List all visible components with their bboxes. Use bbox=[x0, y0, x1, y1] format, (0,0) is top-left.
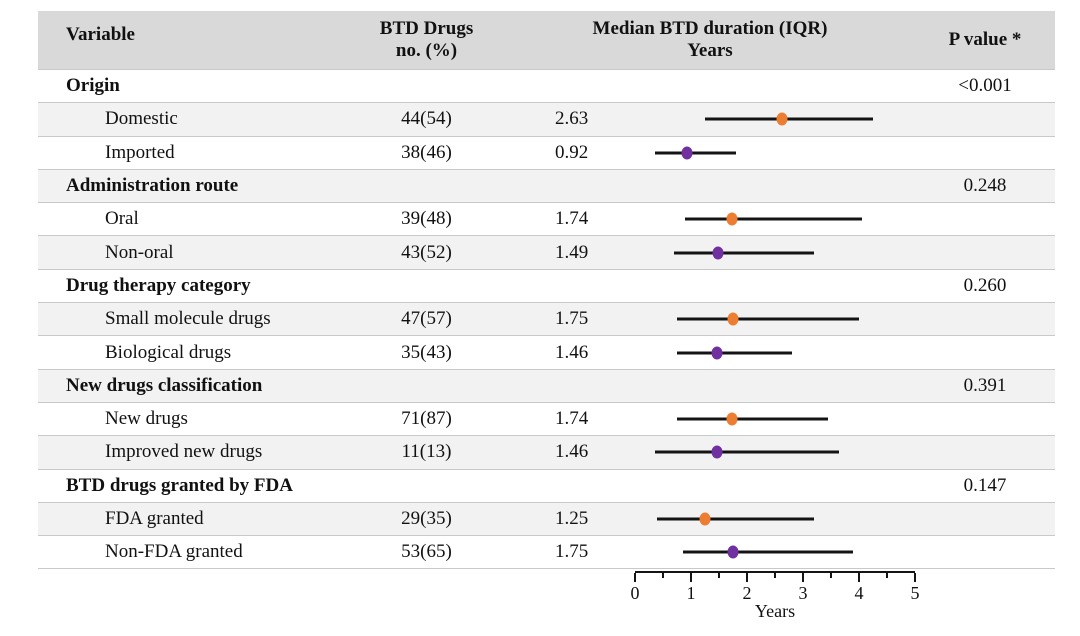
header-variable: Variable bbox=[66, 24, 135, 45]
pvalue-cell: 0.260 bbox=[963, 274, 1007, 296]
axis-area bbox=[38, 569, 1055, 633]
plot-cell bbox=[635, 503, 915, 535]
median-dot bbox=[711, 346, 722, 359]
axis-tick-label: 0 bbox=[630, 583, 640, 604]
pvalue-cell: 0.248 bbox=[963, 175, 1007, 197]
table-rows bbox=[38, 70, 1055, 569]
iqr-whisker bbox=[657, 518, 814, 521]
axis-major-tick bbox=[858, 573, 860, 582]
median-cell: 1.75 bbox=[555, 541, 589, 563]
axis-tick-label: 1 bbox=[686, 583, 696, 604]
item-row bbox=[38, 503, 1055, 536]
section-label: BTD drugs granted by FDA bbox=[66, 474, 293, 496]
header-btd-drugs-line2: no. (%) bbox=[395, 40, 458, 61]
iqr-whisker bbox=[677, 351, 792, 354]
item-label: Non-FDA granted bbox=[105, 541, 243, 563]
section-row bbox=[38, 270, 1055, 303]
table-header bbox=[38, 11, 1055, 70]
item-label: Imported bbox=[105, 141, 175, 163]
count-cell: 29(35) bbox=[401, 508, 452, 529]
axis-major-tick bbox=[802, 573, 804, 582]
plot-cell bbox=[635, 536, 915, 568]
median-cell: 1.74 bbox=[555, 408, 589, 430]
median-dot bbox=[728, 546, 739, 559]
axis-major-tick bbox=[690, 573, 692, 582]
plot-cell bbox=[635, 70, 915, 102]
plot-cell bbox=[635, 203, 915, 235]
median-cell: 2.63 bbox=[555, 108, 589, 130]
axis-tick-label: 4 bbox=[854, 583, 864, 604]
iqr-whisker bbox=[685, 218, 861, 221]
item-row bbox=[38, 403, 1055, 436]
plot-cell bbox=[635, 236, 915, 268]
section-label: Drug therapy category bbox=[66, 274, 251, 296]
axis-tick-label: 2 bbox=[742, 583, 752, 604]
item-label: Oral bbox=[105, 208, 139, 230]
item-label: New drugs bbox=[105, 408, 188, 430]
axis-major-tick bbox=[746, 573, 748, 582]
pvalue-cell: 0.391 bbox=[963, 374, 1007, 396]
count-cell: 43(52) bbox=[401, 241, 452, 263]
item-label: Small molecule drugs bbox=[105, 308, 271, 330]
median-dot bbox=[681, 146, 692, 159]
median-dot bbox=[777, 113, 788, 126]
count-cell: 39(48) bbox=[401, 208, 452, 230]
section-row bbox=[38, 370, 1055, 403]
axis-tick-label: 5 bbox=[910, 583, 920, 604]
plot-cell bbox=[635, 103, 915, 135]
axis-minor-tick bbox=[718, 573, 720, 578]
header-p-value: P value * bbox=[948, 29, 1022, 50]
item-row bbox=[38, 303, 1055, 336]
item-label: Biological drugs bbox=[105, 341, 232, 363]
section-row bbox=[38, 470, 1055, 503]
item-label: Non-oral bbox=[105, 241, 174, 263]
axis-minor-tick bbox=[830, 573, 832, 578]
section-label: Administration route bbox=[66, 175, 239, 197]
header-median-duration bbox=[505, 18, 915, 63]
median-cell: 1.75 bbox=[555, 308, 589, 330]
axis-tick-label: 3 bbox=[798, 583, 808, 604]
median-dot bbox=[728, 313, 739, 326]
count-cell: 38(46) bbox=[401, 141, 452, 163]
btd-table bbox=[38, 11, 1055, 633]
section-label: Origin bbox=[66, 75, 120, 97]
plot-cell bbox=[635, 370, 915, 402]
axis-major-tick bbox=[634, 573, 636, 582]
header-median-duration-line1: Median BTD duration (IQR) bbox=[592, 17, 828, 39]
iqr-whisker bbox=[705, 118, 873, 121]
median-cell: 1.74 bbox=[555, 208, 589, 230]
item-label: Improved new drugs bbox=[105, 441, 263, 463]
axis-minor-tick bbox=[886, 573, 888, 578]
median-dot bbox=[727, 413, 738, 426]
header-btd-drugs bbox=[348, 18, 505, 63]
iqr-whisker bbox=[677, 318, 859, 321]
header-btd-drugs-line1: BTD Drugs bbox=[379, 17, 474, 39]
x-axis bbox=[630, 571, 920, 622]
item-row bbox=[38, 103, 1055, 136]
item-label: FDA granted bbox=[105, 508, 204, 529]
section-row bbox=[38, 170, 1055, 203]
plot-cell bbox=[635, 470, 915, 502]
iqr-whisker bbox=[674, 251, 814, 254]
count-cell: 53(65) bbox=[401, 541, 452, 563]
median-dot bbox=[711, 446, 722, 459]
plot-cell bbox=[635, 336, 915, 368]
median-cell: 1.49 bbox=[555, 241, 589, 263]
median-cell: 1.25 bbox=[555, 508, 589, 529]
axis-minor-tick bbox=[662, 573, 664, 578]
iqr-whisker bbox=[655, 451, 840, 454]
median-dot bbox=[713, 246, 724, 259]
count-cell: 35(43) bbox=[401, 341, 452, 363]
item-label: Domestic bbox=[105, 108, 178, 130]
iqr-whisker bbox=[655, 151, 736, 154]
item-row bbox=[38, 436, 1055, 469]
count-cell: 47(57) bbox=[401, 308, 452, 330]
axis-minor-tick bbox=[774, 573, 776, 578]
iqr-whisker bbox=[683, 551, 854, 554]
pvalue-cell: 0.147 bbox=[963, 474, 1007, 496]
plot-cell bbox=[635, 170, 915, 202]
count-cell: 71(87) bbox=[401, 408, 452, 430]
item-row bbox=[38, 137, 1055, 170]
section-row bbox=[38, 70, 1055, 103]
plot-cell bbox=[635, 137, 915, 169]
plot-cell bbox=[635, 270, 915, 302]
median-dot bbox=[700, 513, 711, 526]
pvalue-cell: <0.001 bbox=[958, 75, 1012, 97]
median-dot bbox=[727, 213, 738, 226]
item-row bbox=[38, 203, 1055, 236]
plot-cell bbox=[635, 403, 915, 435]
x-axis-title: Years bbox=[754, 601, 796, 622]
median-cell: 0.92 bbox=[555, 141, 589, 163]
median-cell: 1.46 bbox=[555, 441, 589, 463]
item-row bbox=[38, 336, 1055, 369]
axis-major-tick bbox=[914, 573, 916, 582]
item-row bbox=[38, 536, 1055, 569]
plot-cell bbox=[635, 436, 915, 468]
header-median-duration-line2: Years bbox=[687, 40, 733, 61]
iqr-whisker bbox=[677, 418, 828, 421]
count-cell: 11(13) bbox=[401, 441, 452, 463]
count-cell: 44(54) bbox=[401, 108, 452, 130]
plot-cell bbox=[635, 303, 915, 335]
item-row bbox=[38, 236, 1055, 269]
median-cell: 1.46 bbox=[555, 341, 589, 363]
section-label: New drugs classification bbox=[66, 374, 263, 396]
